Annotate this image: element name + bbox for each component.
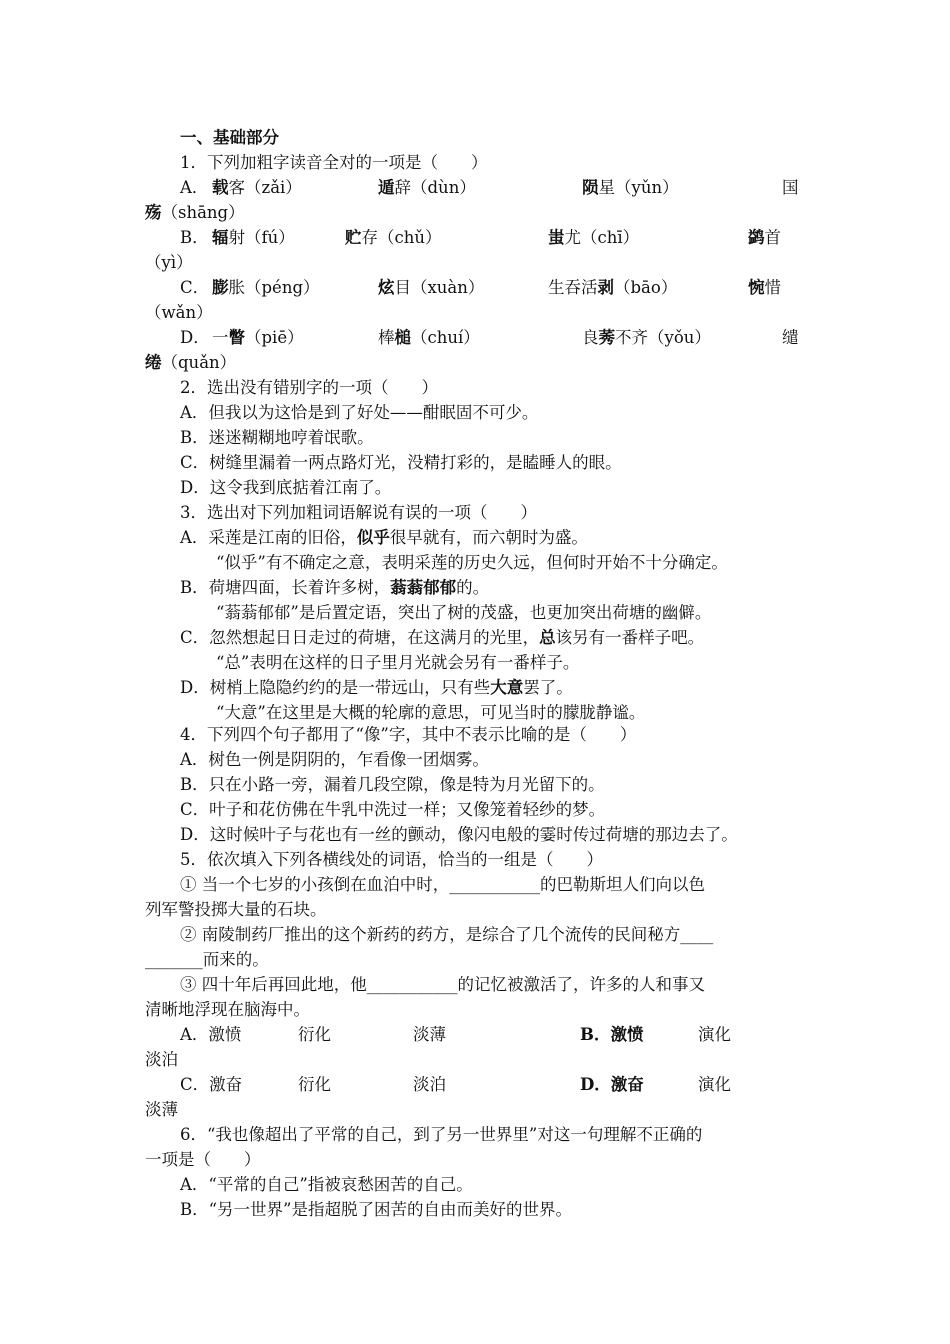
q1-option-c-item4: 惋惜	[748, 278, 781, 297]
q5-option-a-2: 衍化	[298, 1025, 331, 1044]
q1-option-b-item4-end: （yì）	[145, 253, 193, 272]
q5-option-c-2: 衍化	[298, 1075, 331, 1094]
q1-option-d-item1: 一瞥（piē）	[212, 328, 304, 347]
q1-stem: 1．下列加粗字读音全对的一项是（ ）	[180, 153, 488, 172]
q1-option-c-label: C．	[180, 278, 210, 297]
q3-option-d: D．树梢上隐隐约约的是一带远山，只有些大意罢了。	[180, 678, 573, 697]
q5-option-d-3: 淡薄	[145, 1100, 178, 1119]
q2-option-d: D．这令我到底掂着江南了。	[180, 478, 392, 497]
q1-option-c-item4-end: （wǎn）	[145, 303, 213, 322]
q5-sentence-1-cont: 列军警投掷大量的石块。	[145, 900, 327, 919]
q3-option-d-note: “大意”在这里是大概的轮廓的意思，可见当时的朦胧静谧。	[216, 703, 646, 722]
q1-option-b-item1: 辐射（fú）	[212, 228, 295, 247]
q5-option-d-2: 演化	[698, 1075, 731, 1094]
q5-option-a-1: A．激愤	[180, 1025, 242, 1044]
q5-option-b-1: B．激愤	[580, 1025, 644, 1044]
q4-stem: 4．下列四个句子都用了“像”字，其中不表示比喻的是（ ）	[180, 725, 637, 744]
q1-option-c-item1: 膨胀（péng）	[212, 278, 320, 297]
q3-option-b-note: “蓊蓊郁郁”是后置定语，突出了树的茂盛，也更加突出荷塘的幽僻。	[216, 603, 712, 622]
q5-sentence-2-cont: _______而来的。	[145, 950, 269, 969]
q5-option-c-1: C．激奋	[180, 1075, 243, 1094]
q1-option-c-item2: 炫目（xuàn）	[378, 278, 485, 297]
q1-option-d-item3: 良莠不齐（yǒu）	[582, 328, 711, 347]
q1-option-a-item4-start: 国	[782, 178, 799, 197]
q1-option-d-label: D．	[180, 328, 210, 347]
q1-option-a-item1: 载客（zǎi）	[212, 178, 302, 197]
q4-option-a: A．树色一例是阴阴的，乍看像一团烟雾。	[180, 750, 489, 769]
q3-option-a: A．采莲是江南的旧俗，似乎很早就有，而六朝时为盛。	[180, 528, 588, 547]
q6-stem-cont: 一项是（ ）	[145, 1150, 261, 1169]
q2-option-c: C．树缝里漏着一两点路灯光，没精打彩的，是瞌睡人的眼。	[180, 453, 622, 472]
q4-option-d: D．这时候叶子与花也有一丝的颤动，像闪电般的霎时传过荷塘的那边去了。	[180, 825, 738, 844]
q1-option-d-item2: 棒槌（chuí）	[378, 328, 480, 347]
q3-option-c-note: “总”表明在这样的日子里月光就会另有一番样子。	[216, 653, 580, 672]
q1-option-d-item4-start: 缱	[782, 328, 799, 347]
q5-stem: 5．依次填入下列各横线处的词语，恰当的一组是（ ）	[180, 850, 603, 869]
q5-sentence-3: ③ 四十年后再回此地，他___________的记忆被激活了，许多的人和事又	[180, 975, 705, 994]
q1-option-b-label: B．	[180, 228, 209, 247]
q1-option-a-item3: 陨星（yǔn）	[582, 178, 679, 197]
q6-stem: 6．“我也像超出了平常的自己，到了另一世界里”对这一句理解不正确的	[180, 1125, 703, 1144]
q5-sentence-3-cont: 清晰地浮现在脑海中。	[145, 1000, 310, 1019]
q5-option-b-2: 演化	[698, 1025, 731, 1044]
q1-option-b-item2: 贮存（chǔ）	[345, 228, 442, 247]
q1-option-a-label: A．	[180, 178, 209, 197]
q3-stem: 3．选出对下列加粗词语解说有误的一项（ ）	[180, 503, 537, 522]
q3-option-c: C．忽然想起日日走过的荷塘，在这满月的光里，总该另有一番样子吧。	[180, 628, 705, 647]
q5-option-a-3: 淡薄	[413, 1025, 446, 1044]
q4-option-c: C．叶子和花仿佛在牛乳中洗过一样；又像笼着轻纱的梦。	[180, 800, 606, 819]
q5-option-c-3: 淡泊	[413, 1075, 446, 1094]
q3-option-b: B．荷塘四面，长着许多树，蓊蓊郁郁的。	[180, 578, 490, 597]
q2-option-a: A．但我以为这恰是到了好处——酣眠固不可少。	[180, 403, 539, 422]
q2-stem: 2．选出没有错别字的一项（ ）	[180, 378, 438, 397]
section-title: 一、基础部分	[180, 128, 279, 147]
q5-option-b-3: 淡泊	[145, 1050, 178, 1069]
q5-sentence-2: ② 南陵制药厂推出的这个新药的药方，是综合了几个流传的民间秘方____	[180, 925, 714, 944]
q4-option-b: B．只在小路一旁，漏着几段空隙，像是特为月光留下的。	[180, 775, 605, 794]
q2-option-b: B．迷迷糊糊地哼着氓歌。	[180, 428, 374, 447]
q6-option-b: B．“另一世界”是指超脱了困苦的自由而美好的世界。	[180, 1200, 572, 1219]
q1-option-b-item3: 蚩尤（chī）	[548, 228, 640, 247]
q1-option-a-item4-end: 殇（shāng）	[145, 203, 245, 222]
q6-option-a: A．“平常的自己”指被哀愁困苦的自己。	[180, 1175, 473, 1194]
q5-option-d-1: D．激奋	[580, 1075, 644, 1094]
q1-option-c-item3: 生吞活剥（bāo）	[548, 278, 678, 297]
q1-option-a-item2: 遁辞（dùn）	[378, 178, 476, 197]
q5-sentence-1: ① 当一个七岁的小孩倒在血泊中时，___________的巴勒斯坦人们向以色	[180, 875, 705, 894]
q3-option-a-note: “似乎”有不确定之意，表明采莲的历史久远，但何时开始不十分确定。	[216, 553, 728, 572]
q1-option-d-item4-end: 绻（quǎn）	[145, 353, 237, 372]
q1-option-b-item4: 鹢首	[748, 228, 781, 247]
